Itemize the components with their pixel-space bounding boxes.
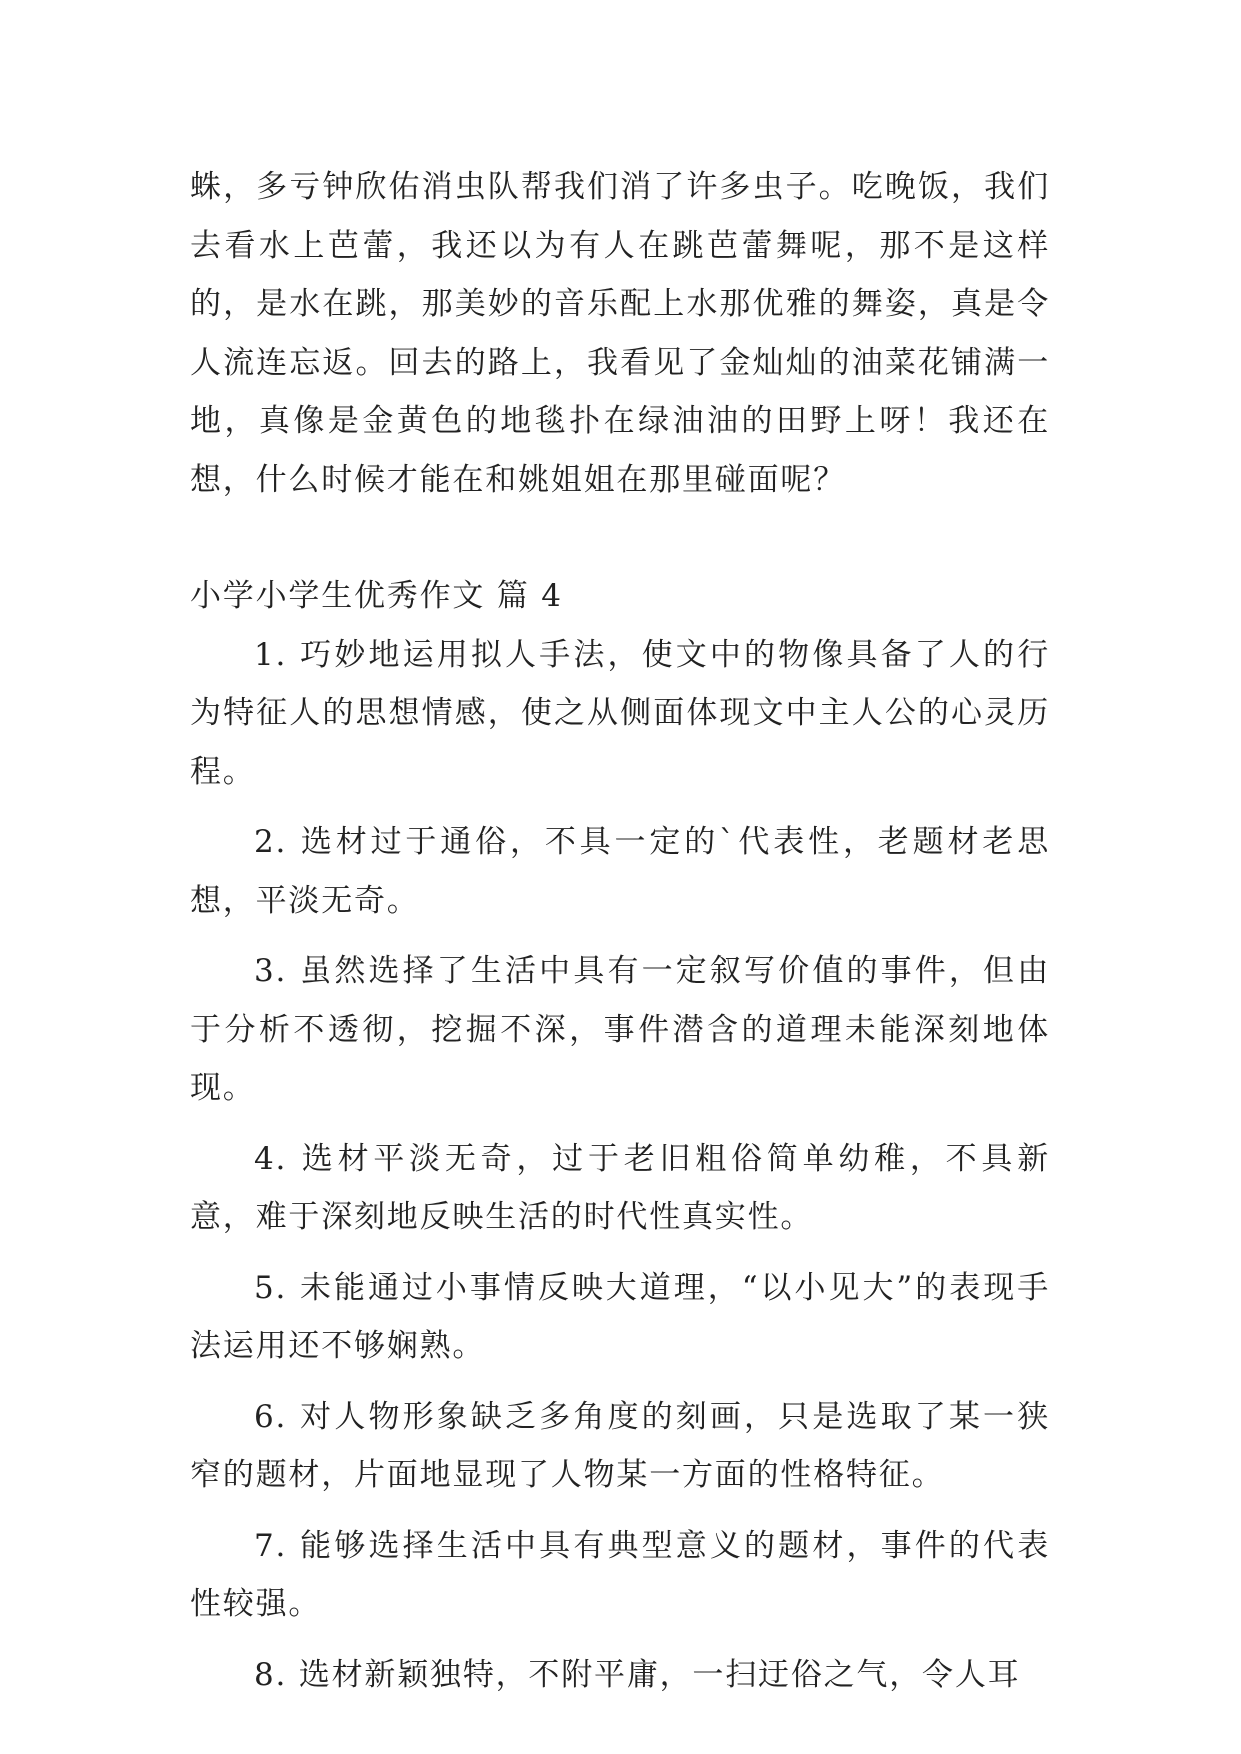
list-item: 6. 对人物形象缺乏多角度的刻画，只是选取了某一狭窄的题材，片面地显现了人物某一方面的性格特征。 xyxy=(190,1398,1050,1493)
section-title: 小学小学生优秀作文 篇 4 xyxy=(190,578,563,614)
intro-paragraph: 蛛，多亏钟欣佑消虫队帮我们消了许多虫子。吃晚饭，我们去看水上芭蕾，我还以为有人在跳芭蕾舞呢，那不是这样的，是水在跳，那美妙的音乐配上水那优雅的舞姿，真是令人流连忘返。回去的路上，我看见了金灿灿的油菜花铺满一地，真像是金黄色的地毯扑在绿油油的田野上呀！我还在想，什么时候才能在和姚姐姐在那里碰面呢？ xyxy=(190,169,1050,498)
list-item: 8. 选材新颖独特，不附平庸，一扫迂俗之气，令人耳 xyxy=(254,1656,1021,1693)
list-item: 2. 选材过于通俗，不具一定的`代表性，老题材老思想，平淡无奇。 xyxy=(190,824,1050,919)
list-item: 4. 选材平淡无奇，过于老旧粗俗简单幼稚，不具新意，难于深刻地反映生活的时代性真实性。 xyxy=(190,1140,1050,1235)
list-item: 5. 未能通过小事情反映大道理，“以小见大”的表现手法运用还不够娴熟。 xyxy=(190,1269,1050,1364)
list-item: 3. 虽然选择了生活中具有一定叙写价值的事件，但由于分析不透彻，挖掘不深，事件潜含的道理未能深刻地体现。 xyxy=(190,953,1050,1106)
list-item: 1. 巧妙地运用拟人手法，使文中的物像具备了人的行为特征人的思想情感，使之从侧面体现文中主人公的心灵历程。 xyxy=(190,636,1050,790)
list-item: 7. 能够选择生活中具有典型意义的题材，事件的代表性较强。 xyxy=(190,1527,1050,1622)
document-body xyxy=(190,158,1050,1716)
